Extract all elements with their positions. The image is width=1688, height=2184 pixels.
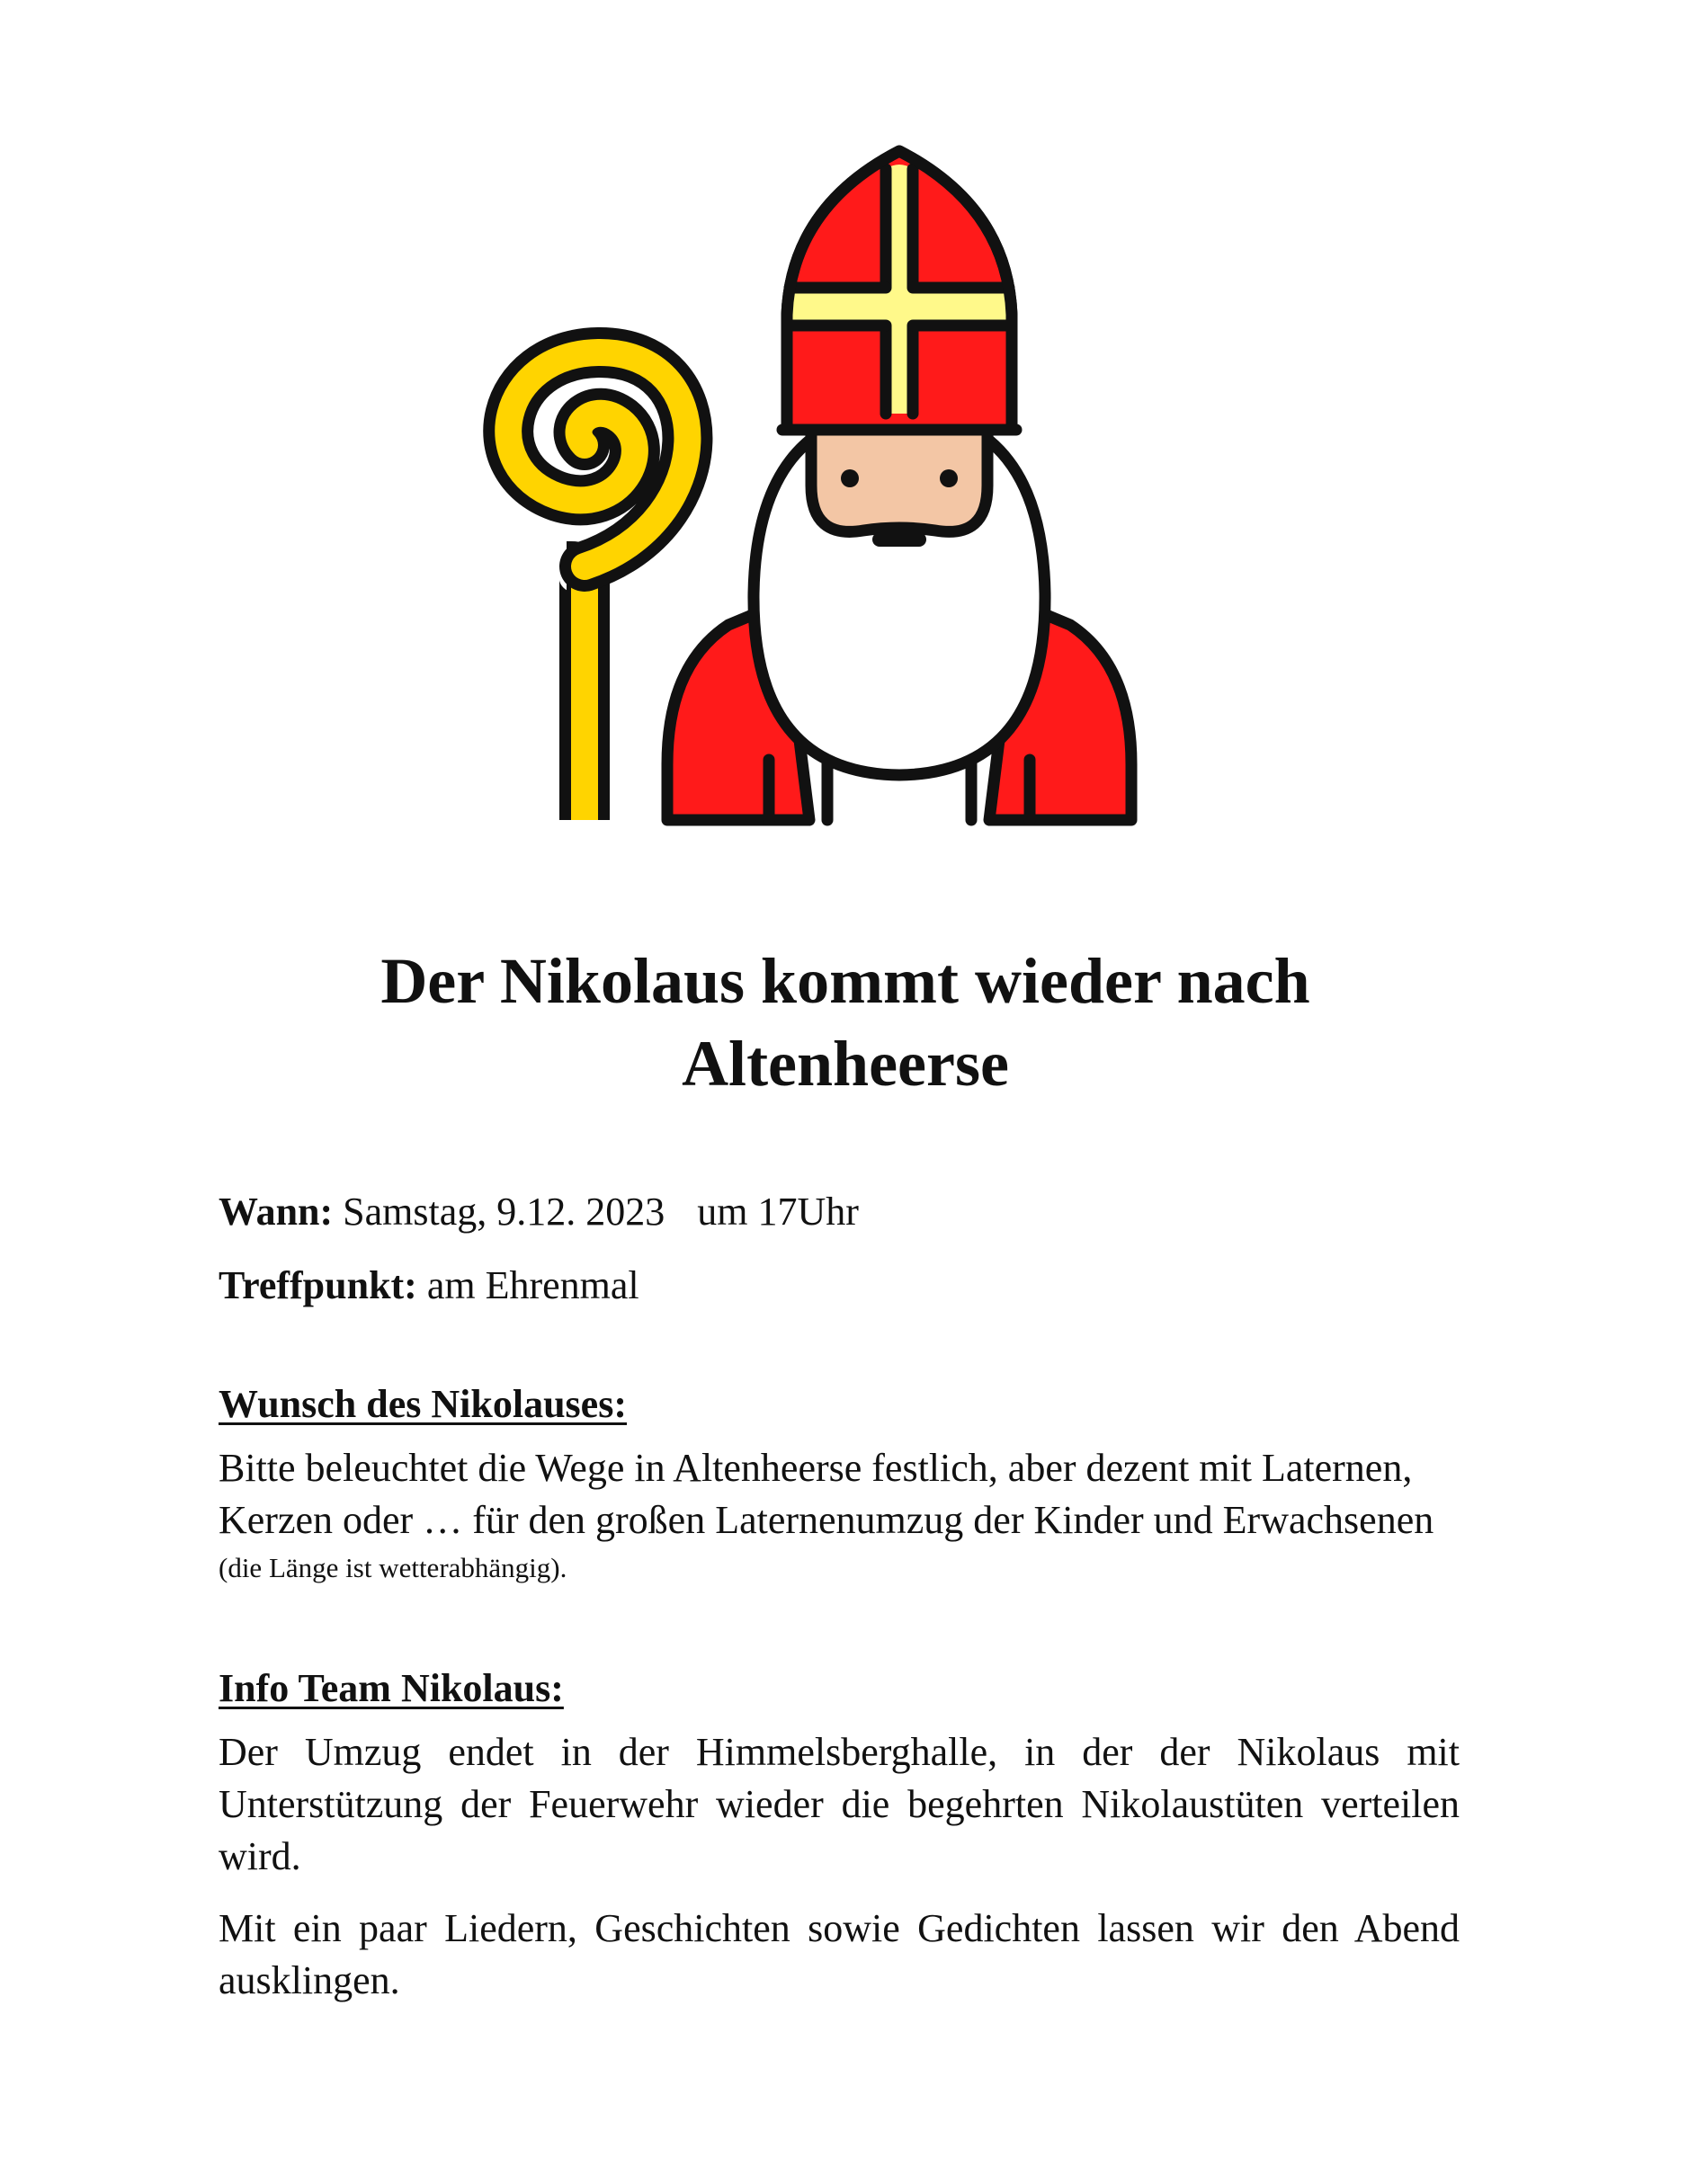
meet-label: Treffpunkt:: [219, 1263, 417, 1307]
title-line-2: Altenheerse: [682, 1028, 1009, 1100]
nikolaus-icon: [450, 144, 1169, 827]
wish-text-body: Bitte beleuchtet die Wege in Altenheerse festlich, aber dezent mit Laternen, Kerzen oder … für den großen Laternenumzug der Kinder und Erwachsenen: [219, 1446, 1434, 1542]
when-label: Wann:: [219, 1190, 334, 1234]
meet-line: [219, 1259, 1460, 1313]
face: [811, 430, 987, 531]
eye-left: [841, 469, 859, 487]
when-time: um 17Uhr: [697, 1190, 859, 1234]
wish-text: [219, 1442, 1460, 1590]
wish-note: (die Länge ist wetterabhängig).: [219, 1552, 567, 1583]
when-line: [219, 1185, 1460, 1239]
when-value: Samstag, 9.12. 2023: [343, 1190, 665, 1234]
wish-heading: Wunsch des Nikolauses:: [219, 1382, 627, 1426]
document-body: [219, 1185, 1460, 2007]
title-line-1: Der Nikolaus kommt wieder nach: [380, 945, 1310, 1017]
page-title: [216, 940, 1475, 1105]
info-paragraph-1: Der Umzug endet in der Himmelsberghalle, in der der Nikolaus mit Unterstützung der Feuerwehr wieder die begehrten Nikolaustüten verteilen wird.: [219, 1730, 1460, 1878]
nikolaus-illustration: [450, 144, 1169, 827]
info-heading: Info Team Nikolaus:: [219, 1666, 564, 1710]
info-paragraph-2: Mit ein paar Liedern, Geschichten sowie Gedichten lassen wir den Abend ausklingen.: [219, 1906, 1460, 2002]
eye-right: [940, 469, 958, 487]
meet-value: am Ehrenmal: [426, 1263, 639, 1307]
